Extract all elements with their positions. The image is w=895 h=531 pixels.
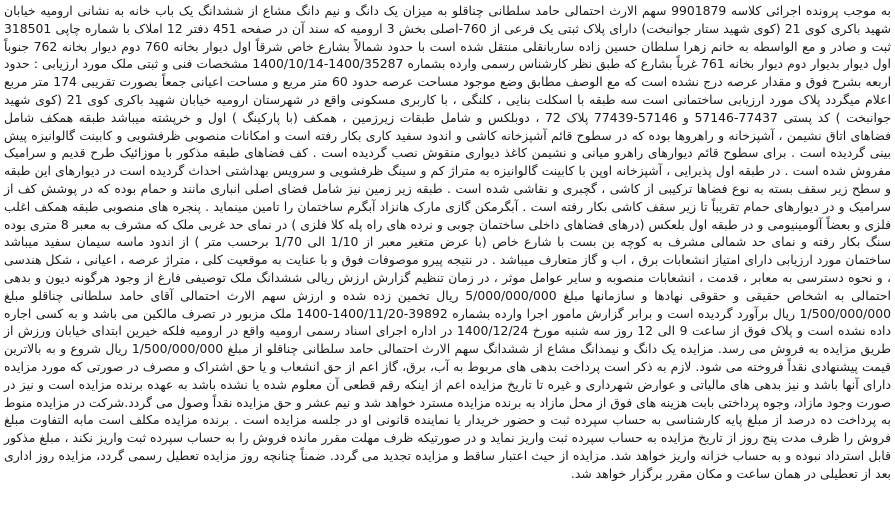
notice-body-text: به موجب پرونده اجرائی کلاسه 9901879 سهم الارث احتمالی حامد سلطانی چناقلو به میزان یک دانگ و نیم دانگ مشاع از ششدانگ یک باب خانه به نشانی ارومیه خیابان شهید باکری کوی 21 (کوی شهید ستار جوانبخت) دارای پلاک ثبتی یک فرعی از 760-اصلی بخش 3 ارومیه که سند آن در صفحه 451 دفتر 12 املاک با شماره چاپی 318501 ثبت و صادر و مع الواسطه به خانم زهرا سلطان حسین زاده ساربانقلی منتقل شده است با حدود شمالاً بشارع خاص شرقاً اول دیوار بخانه 760 دوم دیوار بخانه 762 جنوباً اول دیوار بدیوار دوم دیوار بخانه 761 غرباً بشارع که طبق نظر کارشناس رسمی وارده بشماره 1400/35287-1400/10/14 مشخصات فنی و ثبتی ملک مورد ارزیابی : حدود اربعه بشرح فوق و مقدار عرصه درج نشده است که مع الوصف مطابق وضع موجود مساحت عرصه حدود 60 متر مربع و مساحت اعیانی جمعاً بصورت تقریبی 174 متر مربع اعلام میگردد پلاک مورد ارزیابی ساختمانی است سه طبقه با اسکلت بنایی ، کلنگی ، با کاربری مسکونی واقع در شهرستان ارومیه خیابان شهید باکری کوی 21 (کوی شهید جوانبخت ) کد پستی 77437-57146 و 57146-77439 پلاک 72 ، دوبلکس و شامل طبقات زیرزمین ، همکف (با پارکینگ ) اول و خرپشته میباشد طبقه همکف شامل فضاهای اتاق نشیمن ، آشپزخانه و راهروها بوده که در سطوح قائم آشپزخانه کاشی و اندود سفید کاری بکار رفته است و امکانات منصوبی ظرفشویی و کابینت گالوانیزه پیش بینی گردیده است . برای سطوح قائم دیوارهای راهرو میانی و نشیمن کاغذ دیواری منقوش نصب گردیده است . کف فضاهای طبقه مذکور با موزائیک طرح قدیم و سرامیک مفروش شده است . در طبقه اول پذیرایی ، آشپزخانه اوپن با کابینت گالوانیزه به متراژ کم و سینگ ظرفشویی و سرویس بهداشتی احداث گردیده است در دیوارهای این طبقه و سطح زیر سقف بسته به نوع فضاها ترکیبی از کاشی ، گچبری و نقاشی شده است . طبقه زیر زمین نیز شامل فضای اصلی انباری مانند و حمام بوده که در پوشش کف از سرامیک و در دیوارهای حمام تقریباً تا زیر سقف کاشی بکار رفته است . آبگرمکن گازی مارک هانزاد آبگرم ساختمان را تامین مینماید . پنجره های منصوبی طبقه همکف اغلب فلزی و بعضاً آلومینیومی و در طبقه اول بلعکس (درهای فضاهای داخلی ساختمان چوبی و نرده های راه پله کلا فلزی ) در نمای حد غربی ملک که مشرف به معبر 8 متری بوده سنگ بکار رفته و نمای حد شمالی مشرف به کوچه بن بست با شارع خاص (با عرض متغیر معبر از 1/10 الی 1/70 برحسب متر ) از اندود ماسه سیمان سفید میباشد ساختمان مورد ارزیابی دارای امتیاز انشعابات برق ، اب و گاز متعارف میباشد . در نتیجه پیرو موصوفات فوق و با عنایت به موقعیت کلی ، متراژ عرصه ، اعیانی ، شکل هندسی ، و نحوه دسترسی به معابر ، قدمت ، انشعابات منصوبه و سایر عوامل موثر ، در زمان تنظیم گزارش ارزش ریالی ششدانگ ملک توصیفی فارغ از وجود هرگونه دیون و بدهی احتمالی به اشخاص حقیقی و حقوقی نهادها و سازمانها مبلغ 5/000/000/000 ریال تخمین زده شده و ارزش سهم الارث احتمالی آقای حامد سلطانی چناقلو مبلغ 1/500/000/000 ریال برآورد گردیده است و برابر گزارش مامور اجرا وارده بشماره 39892-1400/11/20-1400 ملک مزبور در تصرف مالکین می باشد و به کسی اجاره داده نشده است و پلاک فوق از ساعت 9 الی 12 روز سه شنبه مورخ 1400/12/24 در اداره اجرای اسناد رسمی ارومیه واقع در ارومیه فلکه خیرین ابتدای خیابان ورزش از طریق مزایده به فروش می رسد. مزایده یک دانگ و نیمدانگ مشاع از ششدانگ سهم الارث احتمالی حامد سلطانی چناقلو از مبلغ 1/500/000/000 ریال شروع و به بالاترین قیمت پیشنهادی نقداً فروخته می شود. لازم به ذکر است پرداخت بدهی های مربوط به آب، برق، گاز اعم از حق انشعاب و یا حق اشتراک و مصرف در صورتی که مورد مزایده دارای آنها باشد و نیز بدهی های مالیاتی و عوارض شهرداری و غیره تا تاریخ مزایده اعم از اینکه رقم قطعی آن معلوم شده یا نشده باشد به عهده برنده مزایده است و نیز در صورت وجود مازاد، وجوه پرداختی بابت هزینه های فوق از محل مازاد به برنده مزایده مسترد خواهد شد و نیم عشر و حق مزایده نقداً وصول می گردد.شرکت در مزایده منوط به پرداخت ده درصد از مبلغ پایه کارشناسی به حساب سپرده ثبت و حضور خریدار یا نماینده قانونی او در جلسه مزایده است . برنده مزایده مکلف است مابه التفاوت مبلغ فروش را ظرف مدت پنج روز از تاریخ مزایده به حساب سپرده ثبت واریز نماید و در صورتیکه ظرف مهلت مقرر مانده فروش را به حساب سپرده ثبت واریز نکند ، مبلغ مذکور قابل استرداد نبوده و به حساب خزانه واریز خواهد شد. مزایده از حیث اعتبار ساقط و مزایده تجدید می گردد. ضمناً چنانچه روز مزایده تعطیل رسمی گردد، مزایده روز اداری بعد از تعطیلی در همان ساعت و مکان مقرر برگزار خواهد شد. xyxy=(4,3,892,481)
